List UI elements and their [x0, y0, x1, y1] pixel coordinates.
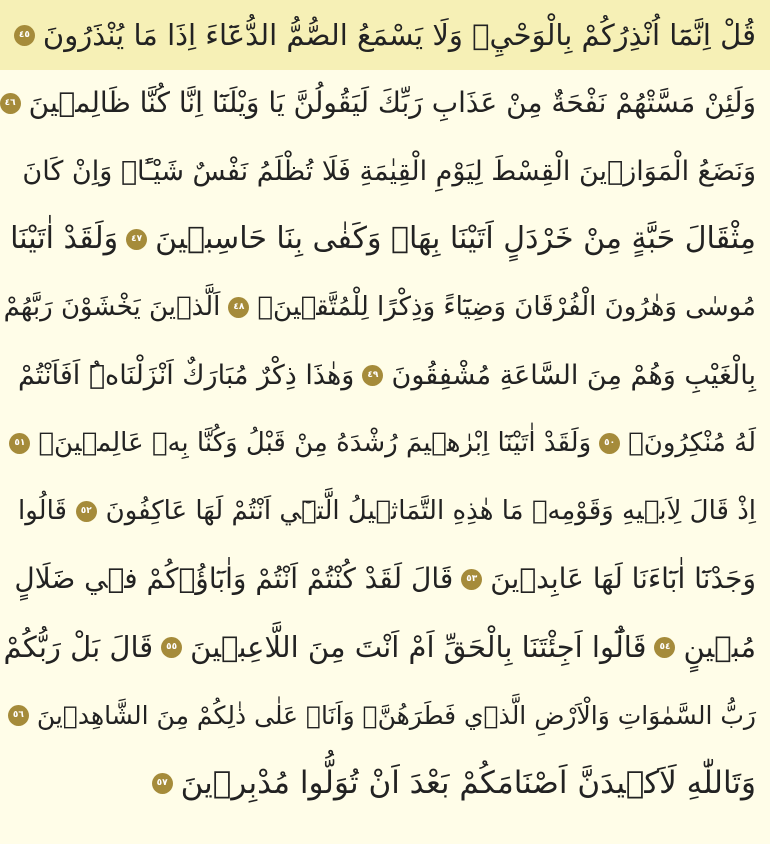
verse-line-4 — [0, 204, 770, 274]
verse-number-marker: ٤٦ — [0, 93, 21, 114]
verse-line-12 — [0, 748, 770, 818]
verse-line-2 — [0, 68, 770, 138]
line-text: وَتَاللّٰهِ لَاَك۪يدَنَّ اَصْنَامَكُمْ بَعْدَ اَنْ تُوَلُّوا مُدْبِر۪ينَ — [180, 764, 756, 801]
line-text: مُب۪ينٍ — [683, 629, 756, 664]
verse-line-1 — [0, 0, 770, 70]
verse-line-11 — [0, 680, 770, 750]
verse-line-10 — [0, 612, 770, 682]
verse-number-marker: ٥٢ — [76, 501, 97, 522]
line-text: مِثْقَالَ حَبَّةٍ مِنْ خَرْدَلٍ اَتَيْنَا بِهَاۜ وَكَفٰى بِنَا حَاسِب۪ينَ — [155, 221, 756, 256]
verse-number-marker: ٥٤ — [654, 637, 675, 658]
line-text: قَالُوا — [18, 496, 67, 526]
verse-number-marker: ٤٨ — [228, 297, 249, 318]
verse-line-5 — [0, 272, 770, 342]
line-text: قَالَ بَلْ رَبُّكُمْ — [3, 629, 154, 664]
line-text: وَلَقَدْ اٰتَيْنَٓا اِبْرٰه۪يمَ رُشْدَهُ مِنْ قَبْلُ وَكُنَّا بِه۪ عَالِم۪ينَۚ — [38, 428, 592, 458]
line-text: وَجَدْنَٓا اٰبَٓاءَنَا لَهَا عَابِد۪ينَ — [490, 562, 756, 595]
line-text: مُوسٰى وَهٰرُونَ الْفُرْقَانَ وَضِيَٓاءً وَذِكْرًا لِلْمُتَّق۪ينَۙ — [257, 292, 756, 322]
line-text: اِذْ قَالَ لِاَب۪يهِ وَقَوْمِه۪ مَا هٰذِهِ التَّمَاث۪يلُ الَّت۪ٓي اَنْتُمْ لَهَا عَاكِفُونَ — [105, 496, 756, 526]
line-text: رَبُّ السَّمٰوَاتِ وَالْاَرْضِ الَّذ۪ي فَطَرَهُنَّۘ وَاَنَا۬ عَلٰى ذٰلِكُمْ مِنَ الشَّاهِد۪ينَ — [36, 700, 756, 730]
verse-number-marker: ٥١ — [9, 433, 30, 454]
line-text: وَنَضَعُ الْمَوَاز۪ينَ الْقِسْطَ لِيَوْمِ الْقِيٰمَةِ فَلَا تُظْلَمُ نَفْسٌ شَيْـًٔاۜ وَاِنْ كَانَ — [22, 155, 756, 187]
verse-line-6 — [0, 340, 770, 410]
line-text: قَالَ لَقَدْ كُنْتُمْ اَنْتُمْ وَاٰبَٓاؤُ۬كُمْ ف۪ي ضَلَالٍ — [14, 562, 454, 595]
verse-number-marker: ٤٧ — [126, 229, 147, 250]
verse-number-marker: ٥٦ — [8, 705, 29, 726]
verse-number-marker: ٤٥ — [14, 25, 35, 46]
verse-line-9 — [0, 544, 770, 614]
verse-number-marker: ٥٠ — [599, 433, 620, 454]
verse-line-8 — [0, 476, 770, 546]
line-text: وَلَقَدْ اٰتَيْنَا — [10, 221, 119, 256]
line-text: لَهُ مُنْكِرُونَ۟ — [628, 428, 756, 458]
line-text: وَلَئِنْ مَسَّتْهُمْ نَفْحَةٌ مِنْ عَذَابِ رَبِّكَ لَيَقُولُنَّ يَا وَيْلَنَٓا اِنَّا كُنَّا ظَالِم۪ينَ — [28, 86, 756, 119]
line-text: وَهٰذَا ذِكْرٌ مُبَارَكٌ اَنْزَلْنَاهُۜ اَفَاَنْتُمْ — [18, 359, 355, 391]
verse-number-marker: ٥٣ — [461, 569, 482, 590]
verse-number-marker: ٤٩ — [362, 365, 383, 386]
line-text: قَالُٓوا اَجِئْتَنَا بِالْحَقِّ اَمْ اَنْتَ مِنَ اللَّاعِب۪ينَ — [190, 629, 647, 664]
line-text: بِالْغَيْبِ وَهُمْ مِنَ السَّاعَةِ مُشْفِقُونَ — [391, 359, 756, 391]
verse-number-marker: ٥٧ — [152, 773, 173, 794]
verse-line-7 — [0, 408, 770, 478]
verse-line-3 — [0, 136, 770, 206]
line-text: اَلَّذ۪ينَ يَخْشَوْنَ رَبَّهُمْ — [3, 292, 221, 322]
line-text: قُلْ اِنَّمَٓا اُنْذِرُكُمْ بِالْوَحْيِۘ وَلَا يَسْمَعُ الصُّمُّ الدُّعَٓاءَ اِذَا مَا يُنْذَرُونَ — [42, 17, 756, 52]
verse-number-marker: ٥٥ — [161, 637, 182, 658]
